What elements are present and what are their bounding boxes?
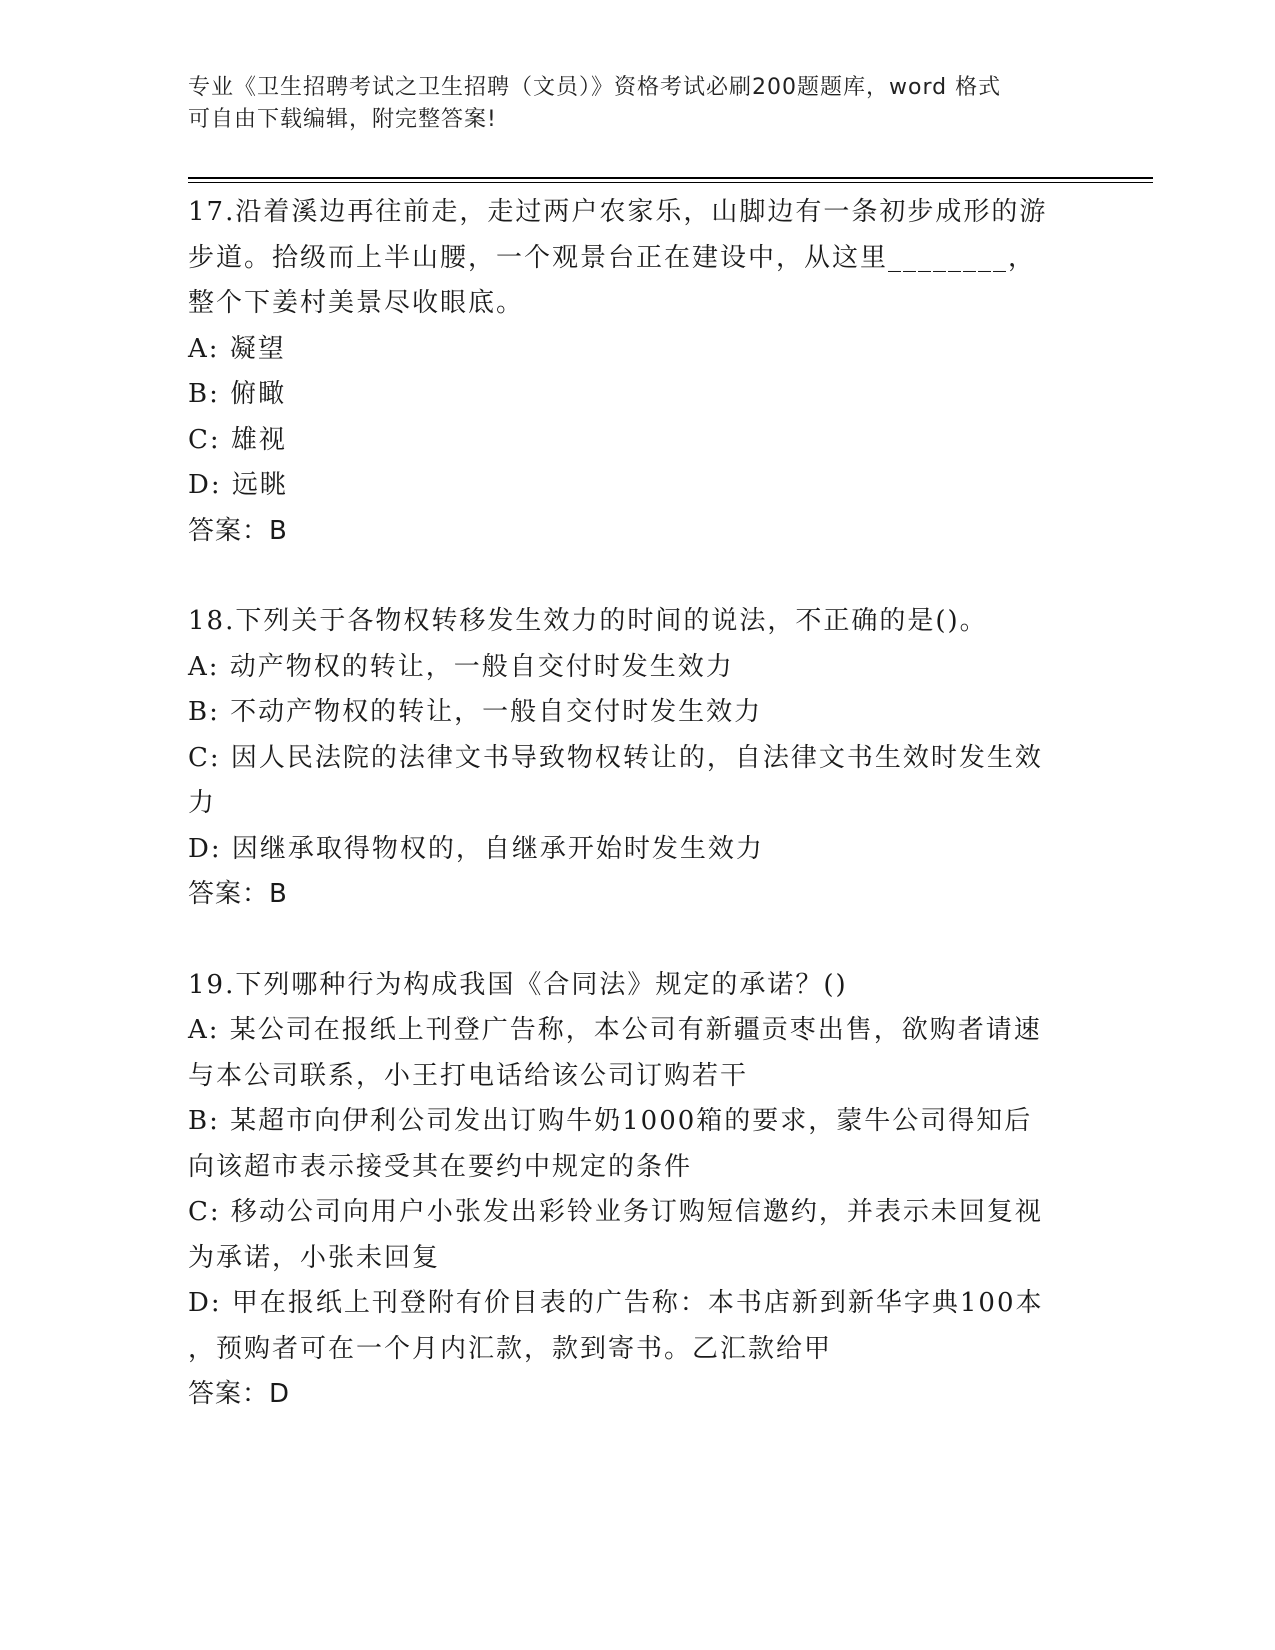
option-a-continued: 与本公司联系，小王打电话给该公司订购若干 [188,1060,749,1091]
header-divider-thin [188,182,1153,183]
question-stem-line: 18.下列关于各物权转移发生效力的时间的说法，不正确的是()。 [188,606,988,636]
answer-label: 答案：B [188,515,288,546]
question-19 [188,963,1068,1418]
option-b: B: 某超市向伊利公司发出订购牛奶1000箱的要求，蒙牛公司得知后 [188,1106,1033,1136]
question-stem-line: 17.沿着溪边再往前走，走过两户农家乐，山脚边有一条初步成形的游 [188,197,1048,227]
option-d-continued: ，预购者可在一个月内汇款，款到寄书。乙汇款给甲 [188,1333,833,1364]
header-line-1: 专业《卫生招聘考试之卫生招聘（文员）》资格考试必刷200题题库，word 格式 [188,75,1002,100]
document-header [188,72,1068,136]
option-b: B: 俯瞰 [188,379,287,409]
option-c-continued: 力 [188,788,217,818]
header-line-2: 可自由下载编辑，附完整答案! [188,107,497,132]
question-list [188,190,1068,1463]
option-d: D: 因继承取得物权的，自继承开始时发生效力 [188,833,764,864]
option-b: B: 不动产物权的转让，一般自交付时发生效力 [188,697,763,727]
option-d: D: 甲在报纸上刊登附有价目表的广告称：本书店新到新华字典100本 [188,1288,1044,1318]
answer-label: 答案：B [188,879,288,909]
option-c: C: 移动公司向用户小张发出彩铃业务订购短信邀约，并表示未回复视 [188,1197,1043,1227]
header-divider-thick [188,177,1153,179]
option-a: A: 凝望 [188,333,286,364]
question-18 [188,599,1068,918]
option-a: A: 动产物权的转让，一般自交付时发生效力 [188,651,734,682]
question-stem-line: 19.下列哪种行为构成我国《合同法》规定的承诺？() [188,969,848,1000]
answer-label: 答案：D [188,1379,291,1409]
option-b-continued: 向该超市表示接受其在要约中规定的条件 [188,1151,693,1182]
question-stem-line: 步道。拾级而上半山腰，一个观景台正在建设中，从这里________， [188,242,1037,273]
option-c: C: 雄视 [188,424,287,455]
option-d: D: 远眺 [188,470,288,500]
option-c-continued: 为承诺，小张未回复 [188,1242,441,1273]
option-a: A: 某公司在报纸上刊登广告称，本公司有新疆贡枣出售，欲购者请速 [188,1015,1042,1045]
option-c: C: 因人民法院的法律文书导致物权转让的，自法律文书生效时发生效 [188,742,1043,773]
question-17 [188,190,1068,554]
question-stem-line: 整个下姜村美景尽收眼底。 [188,288,525,318]
